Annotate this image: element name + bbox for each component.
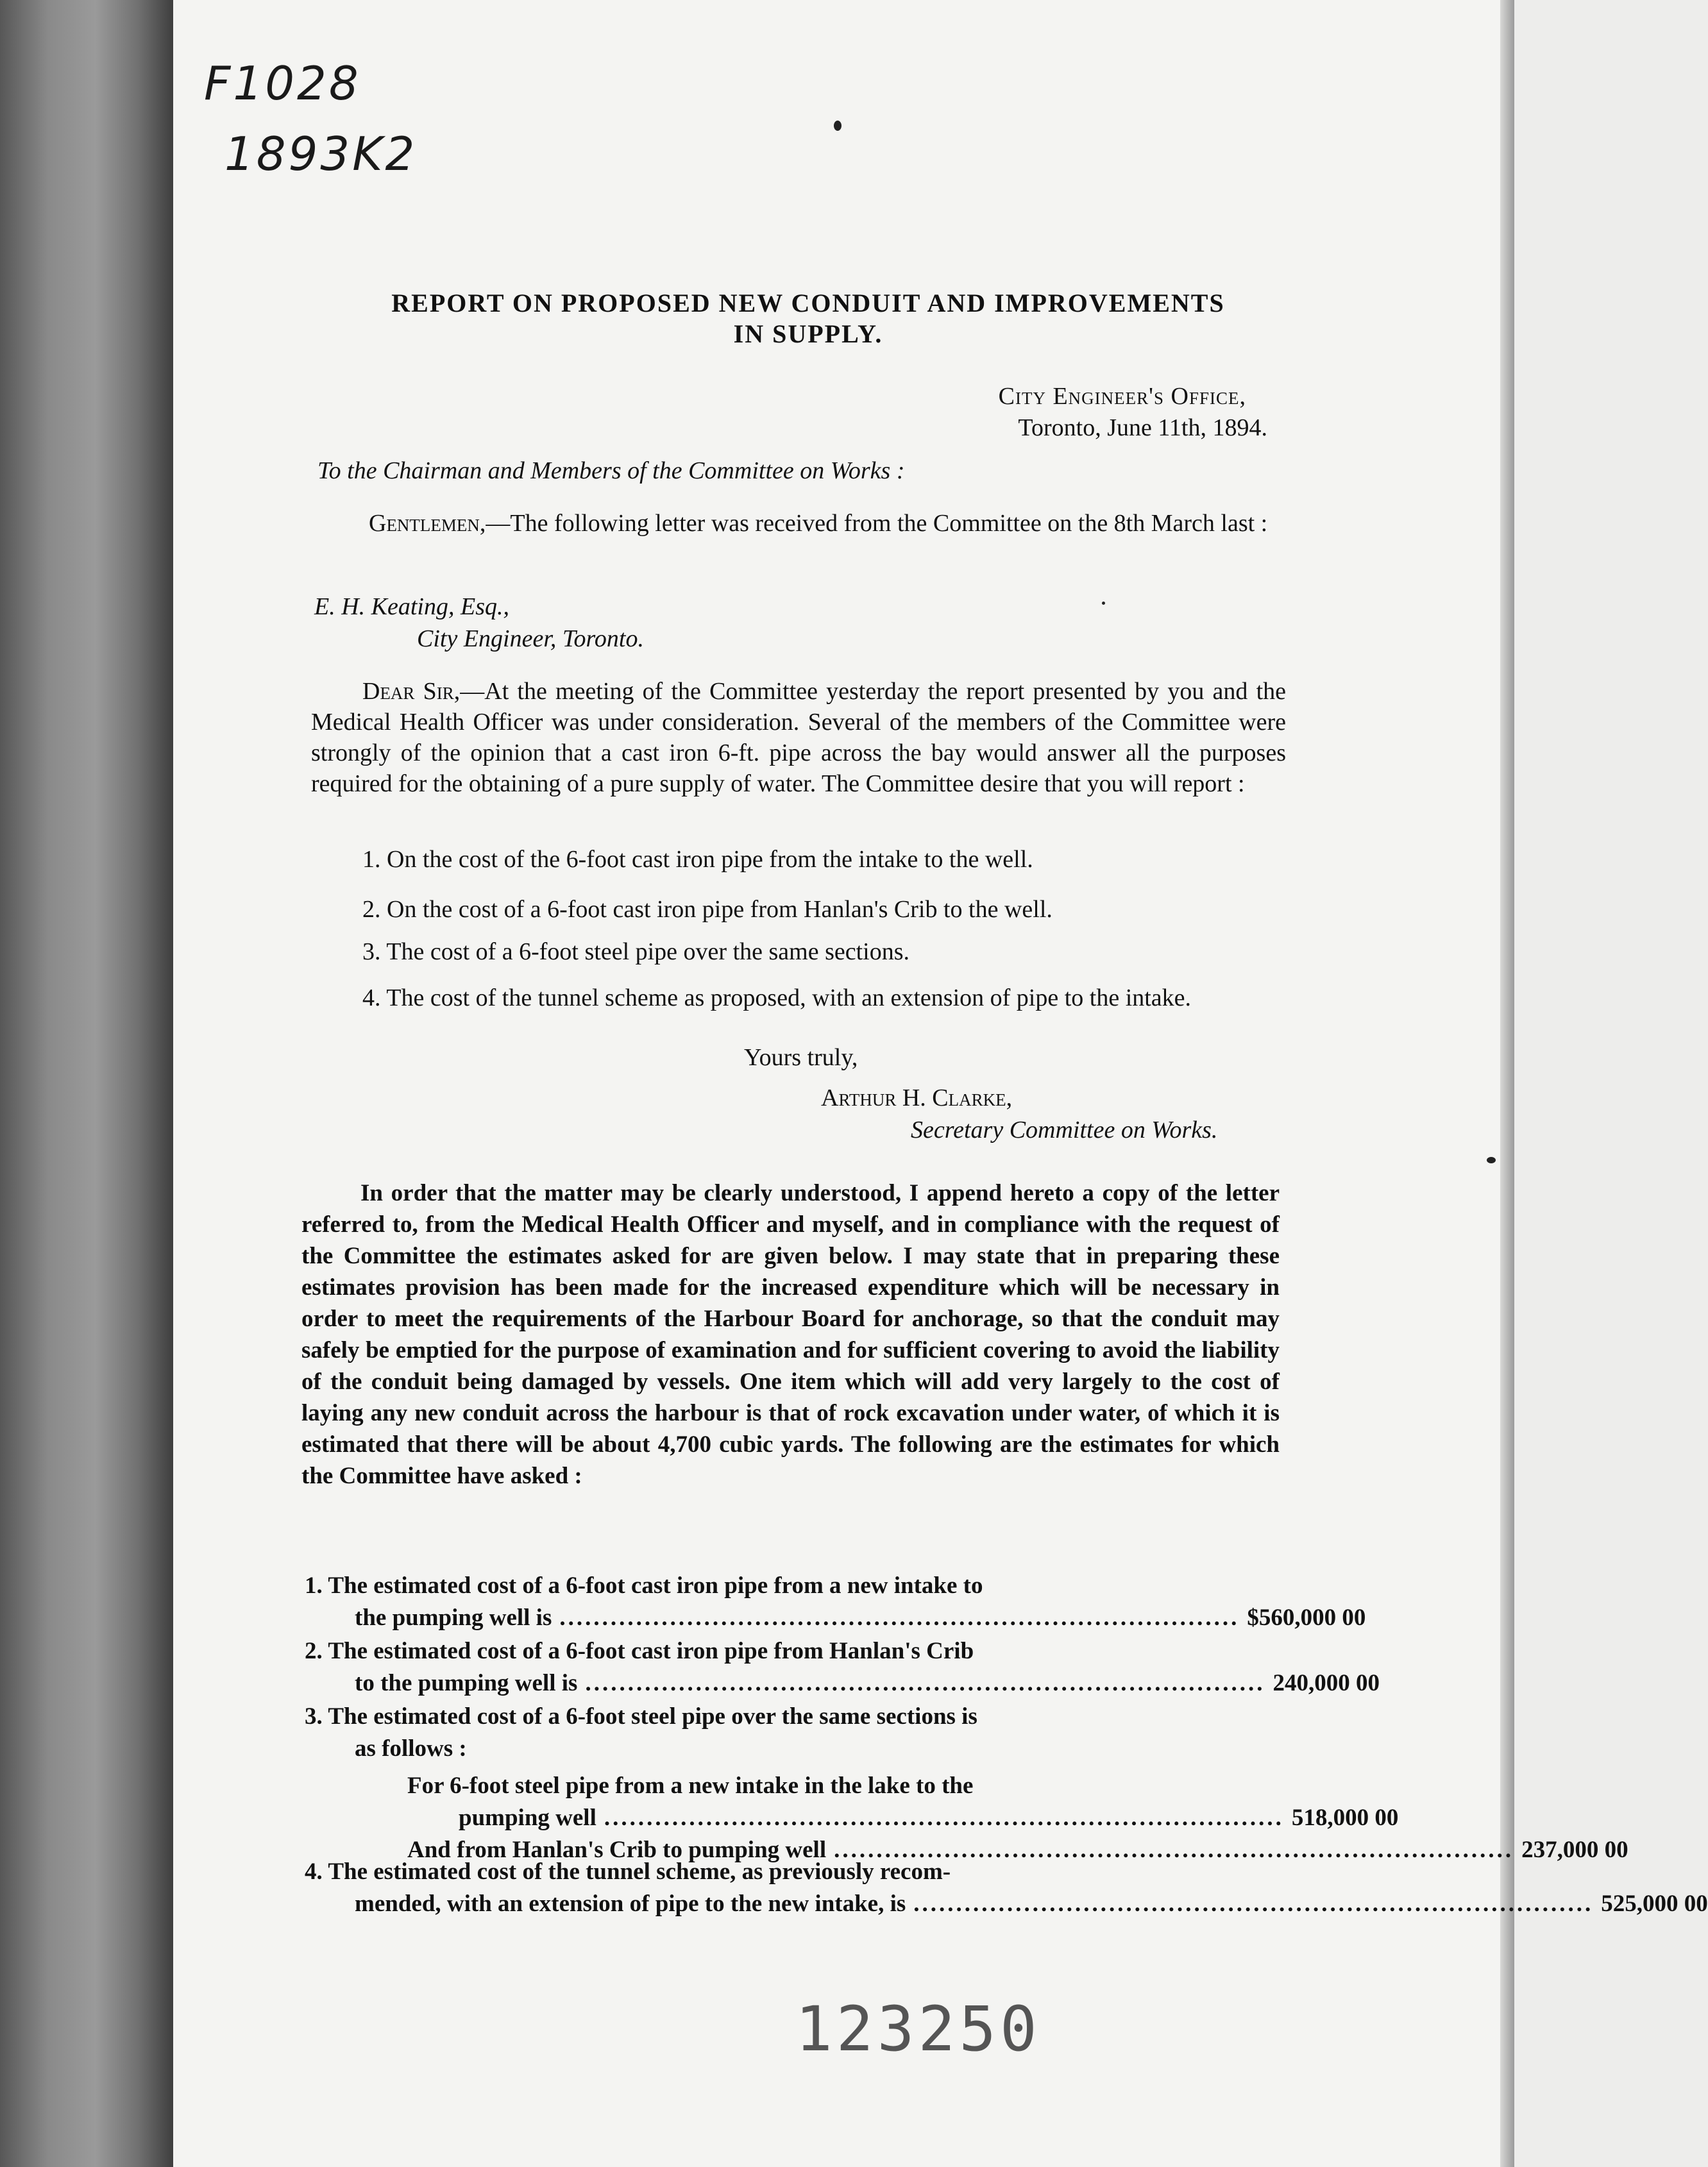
letter-closing: Yours truly, — [744, 1044, 858, 1071]
estimate-4-amount: 525,000 00 — [1601, 1891, 1708, 1917]
report-date: Toronto, June 11th, 1894. — [1018, 414, 1267, 441]
estimate-2-line-2: to the pumping well is — [355, 1670, 578, 1696]
greeting-paragraph — [311, 508, 1283, 539]
letter-item-2: 2. On the cost of a 6-foot cast iron pipe from Hanlan's Crib to the well. — [362, 896, 1053, 923]
handwritten-call-number: F1028 — [204, 56, 361, 110]
dot-leader: ................................................................................ — [604, 1805, 1284, 1831]
estimate-3-line-2: as follows : — [355, 1735, 467, 1762]
greeting-salutation: Gentlemen, — [369, 510, 486, 537]
letter-recipient-title: City Engineer, Toronto. — [417, 625, 644, 652]
estimate-3 — [305, 1701, 1628, 1866]
dot-leader: ................................................................................ — [559, 1605, 1240, 1631]
estimate-3-sub-1-amount: 518,000 00 — [1291, 1805, 1399, 1831]
estimate-1-amount: $560,000 00 — [1247, 1605, 1366, 1631]
estimate-4 — [305, 1856, 1708, 1920]
office-heading: City Engineer's Office, — [998, 383, 1246, 410]
letter-item-3: 3. The cost of a 6-foot steel pipe over the same sections. — [362, 938, 909, 965]
report-title-line-1: REPORT ON PROPOSED NEW CONDUIT AND IMPROVEMENTS — [391, 289, 1225, 317]
letter-item-4: 4. The cost of the tunnel scheme as proposed, with an extension of pipe to the intake. — [362, 984, 1192, 1011]
letter-body-text: —At the meeting of the Committee yesterday the report presented by you and the Medical Health Officer was under consideration. Several of the members of the Committee were strongly of the opinion that a cast iron 6-ft. pipe across the bay would answer all the purposes required for the obtaining of a pure supply of water. The Committee desire that you will report : — [311, 678, 1287, 797]
letter-signer: Arthur H. Clarke, — [821, 1084, 1013, 1111]
estimate-1-line-2: the pumping well is — [355, 1605, 552, 1631]
dot-leader: ................................................................................ — [913, 1891, 1594, 1917]
estimate-4-line-2: mended, with an extension of pipe to the new intake, is — [355, 1891, 906, 1917]
dot-leader: ................................................................................ — [585, 1670, 1265, 1696]
letter-recipient-name: E. H. Keating, Esq., — [314, 593, 509, 620]
scan-left-margin — [0, 0, 173, 2167]
main-paragraph: In order that the matter may be clearly understood, I append hereto a copy of the letter referred to, from the Medical Health Officer and myself, and in compliance with the request of the Committee the estimates asked for are given below. I may state that in preparing these estimates provision has been made for the increased expenditure which will be necessary in order to meet the requirements of the Harbour Board for anchorage, so that the conduit may safely be emptied for the purpose of examination and for sufficient covering to avoid the liability of the conduit being damaged by vessels. One item which will add very largely to the cost of laying any new conduit across the harbour is that of rock excavation under water, of which it is estimated that there will be about 4,700 cubic yards. The following are the estimates for which the Committee have asked : — [301, 1180, 1280, 1489]
scan-speck — [834, 121, 841, 131]
greeting-text: —The following letter was received from the Committee on the 8th March last : — [486, 510, 1268, 537]
estimate-4-line-1: 4. The estimated cost of the tunnel scheme, as previously recom- — [305, 1859, 951, 1885]
scan-speck — [1487, 1157, 1496, 1163]
scan-speck — [1102, 602, 1105, 605]
estimate-3-sub-2: And from Hanlan's Crib to pumping well — [407, 1837, 827, 1863]
estimate-3-sub-1-line-2: pumping well — [459, 1805, 596, 1831]
estimate-2-line-1: 2. The estimated cost of a 6-foot cast iron pipe from Hanlan's Crib — [305, 1638, 974, 1664]
estimate-3-line-1: 3. The estimated cost of a 6-foot steel pipe over the same sections is — [305, 1703, 977, 1730]
letter-item-1: 1. On the cost of the 6-foot cast iron pipe from the intake to the well. — [362, 846, 1033, 873]
estimate-1-line-1: 1. The estimated cost of a 6-foot cast iron pipe from a new intake to — [305, 1573, 983, 1599]
estimate-2-amount: 240,000 00 — [1273, 1670, 1380, 1696]
estimate-1 — [305, 1570, 1366, 1634]
accession-stamp: 123250 — [795, 1993, 1041, 2065]
estimate-3-sub-2-amount: 237,000 00 — [1521, 1837, 1628, 1863]
addressee: To the Chairman and Members of the Committee on Works : — [317, 457, 905, 484]
handwritten-accession-number: 1893K2 — [224, 127, 418, 181]
estimate-3-sub-1-line-1: For 6-foot steel pipe from a new intake in the lake to the — [407, 1773, 974, 1799]
letter-signer-title: Secretary Committee on Works. — [911, 1117, 1218, 1143]
letter-salutation: Dear Sir, — [362, 678, 461, 705]
estimate-2 — [305, 1635, 1380, 1699]
letter-body — [311, 676, 1286, 799]
dot-leader: ................................................................................ — [834, 1837, 1514, 1863]
report-title-line-2: IN SUPPLY. — [733, 319, 883, 348]
